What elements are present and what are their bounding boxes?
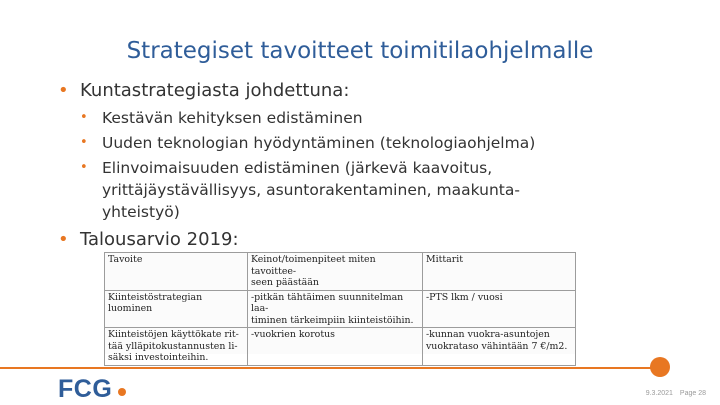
footer-date: 9.3.2021: [645, 390, 673, 397]
cell-line: Kiinteistöjen käyttökate rit-: [108, 329, 239, 340]
table-row: [105, 328, 576, 366]
sub-bullet-text: yhteistyö): [102, 203, 180, 221]
sub-bullet-text: Uuden teknologian hyödyntäminen (teknologiaohjelma): [102, 134, 536, 152]
table-row: [105, 290, 576, 328]
table-cell: [423, 328, 576, 366]
sub-bullet-text: Kestävän kehityksen edistäminen: [102, 109, 363, 127]
cell-line: vuokrataso vähintään 7 €/m2.: [426, 340, 568, 352]
bullet-dot-icon: •: [80, 135, 88, 150]
fcg-logo: FCG: [58, 375, 113, 403]
cell-line: timinen tärkeimpiin kiinteistöihin.: [251, 314, 414, 326]
table-cell: [105, 290, 248, 328]
bullet-dot-icon: •: [80, 160, 88, 175]
table-header-row: [105, 253, 576, 291]
table-cell: [423, 290, 576, 328]
slide-title: Strategiset tavoitteet toimitilaohjelmalle: [126, 38, 594, 64]
sub-bullet-text: Elinvoimaisuuden edistäminen (järkevä kaavoitus,: [102, 159, 493, 177]
footer-divider: [0, 367, 652, 369]
bullet-text: Talousarvio 2019:: [80, 229, 239, 250]
table-header-cell: [423, 253, 576, 291]
bullet-dot-icon: •: [80, 110, 88, 125]
footer-accent-circle: [650, 357, 670, 377]
cell-line: -pitkän tähtäimen suunnitelman laa-: [251, 291, 404, 314]
cell-line: -vuokrien korotus: [251, 329, 335, 340]
cell-line: seen päästään: [251, 277, 319, 288]
logo-dot-icon: [118, 388, 126, 396]
table-header-cell: [105, 253, 248, 291]
bullet-text: Kuntastrategiasta johdettuna:: [80, 80, 350, 101]
cell-line: Mittarit: [426, 254, 463, 265]
bullet-dot-icon: •: [58, 80, 69, 101]
cell-line: Kiinteistöstrategian luominen: [108, 291, 203, 314]
bullet-dot-icon: •: [58, 229, 69, 250]
cell-line: tää ylläpitokustannusten li-: [108, 340, 238, 352]
footer-page: Page 28: [679, 390, 706, 397]
footer-meta: [641, 390, 706, 397]
table-cell: [248, 290, 423, 328]
cell-line: Tavoite: [108, 254, 143, 265]
sub-bullet-text: yrittäjäystävällisyys, asuntorakentaminen, maakunta-: [102, 181, 520, 199]
table-header-cell: [248, 253, 423, 291]
cell-line: -PTS lkm / vuosi: [426, 291, 503, 303]
table-cell: [248, 328, 423, 366]
cell-line: Keinot/toimenpiteet miten tavoittee-: [251, 254, 376, 277]
cell-line: säksi investointeihin.: [108, 352, 209, 363]
budget-table: [104, 252, 576, 366]
table-cell: [105, 328, 248, 366]
cell-line: -kunnan vuokra-asuntojen: [426, 329, 550, 340]
budget-table-image: [104, 252, 576, 363]
